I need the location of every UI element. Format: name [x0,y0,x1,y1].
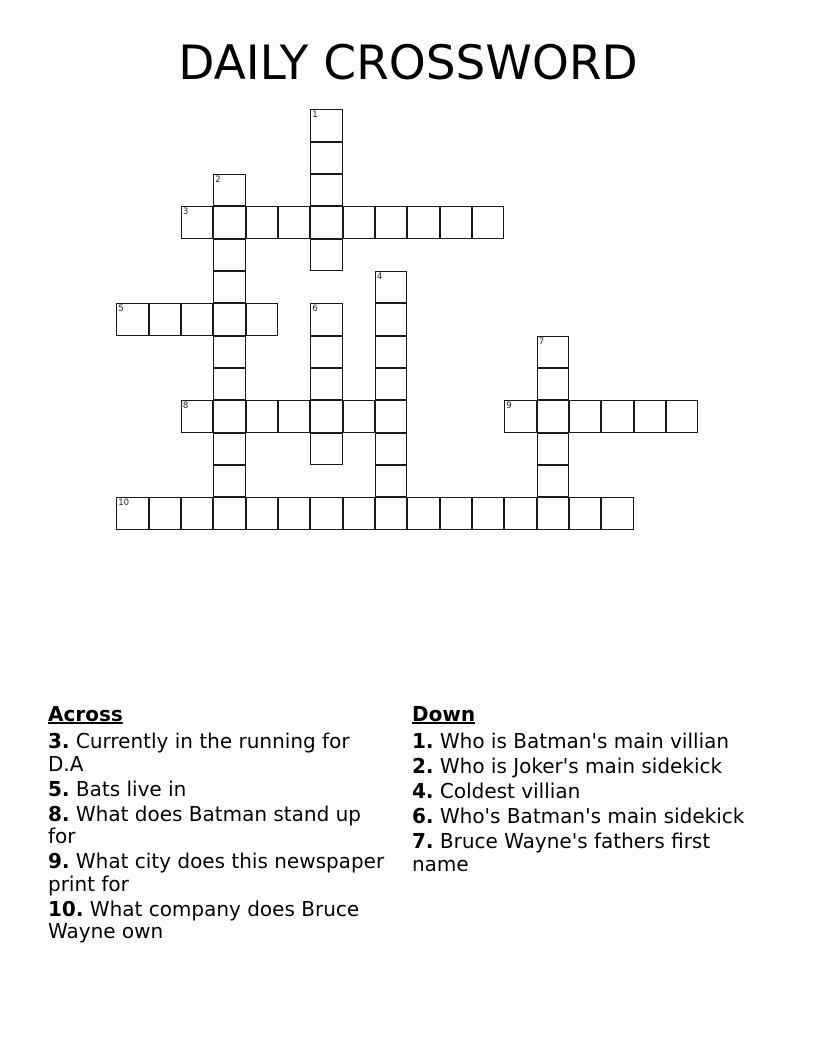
grid-cell[interactable] [440,206,472,238]
grid-cell[interactable] [213,433,245,465]
cell-number: 10 [118,498,130,509]
grid-cell[interactable] [310,497,342,529]
cell-number: 4 [377,271,383,282]
down-clues [412,702,752,878]
clue-down-7 [412,830,752,875]
grid-cell[interactable] [149,303,181,335]
grid-cell[interactable] [407,206,439,238]
clue-across-8 [48,803,388,848]
grid-cell[interactable] [213,497,245,529]
grid-cell[interactable] [375,271,407,303]
grid-cell[interactable] [310,174,342,206]
grid-cell[interactable] [666,400,698,432]
grid-cell[interactable] [569,497,601,529]
grid-cell[interactable] [213,239,245,271]
clue-across-10 [48,898,388,943]
grid-cell[interactable] [213,174,245,206]
clue-across-9 [48,850,388,895]
grid-cell[interactable] [537,497,569,529]
grid-cell[interactable] [181,303,213,335]
grid-cell[interactable] [472,206,504,238]
cell-number: 6 [312,304,318,315]
clue-number: 2. [412,754,434,778]
grid-cell[interactable] [246,497,278,529]
grid-cell[interactable] [246,206,278,238]
grid-cell[interactable] [375,400,407,432]
grid-cell[interactable] [601,497,633,529]
grid-cell[interactable] [504,497,536,529]
cell-number: 8 [182,401,189,412]
grid-cell[interactable] [343,206,375,238]
clue-number: 6. [412,804,434,828]
cell-number: 1 [312,110,318,121]
clue-text: Bats live in [69,776,187,801]
grid-cell[interactable] [213,206,245,238]
clue-text: Who's Batman's main sidekick [433,804,745,828]
clue-number: 7. [412,829,434,853]
grid-cell[interactable] [601,400,633,432]
grid-cell[interactable] [310,109,342,141]
grid-cell[interactable] [213,400,245,432]
grid-cell[interactable] [213,336,245,368]
clue-down-2 [412,755,752,778]
grid-cell[interactable] [310,206,342,238]
grid-cell[interactable] [213,303,245,335]
grid-cell[interactable] [407,497,439,529]
clue-number: 10. [48,896,84,921]
grid-cell[interactable] [278,400,310,432]
clue-number: 1. [412,729,434,753]
clue-across-3 [48,730,388,775]
grid-cell[interactable] [343,497,375,529]
across-clues [48,702,388,945]
clue-text: What does Batman stand up for [48,801,361,848]
grid-cell[interactable] [213,368,245,400]
clue-number: 9. [48,849,70,873]
cell-number: 3 [182,207,189,218]
page-title: DAILY CROSSWORD [178,36,638,91]
clue-number: 8. [48,801,70,826]
cell-number: 9 [506,401,512,412]
grid-cell[interactable] [537,336,569,368]
clue-text: Who is Joker's main sidekick [433,754,723,778]
clue-across-5 [48,778,388,801]
clue-text: What company does Bruce Wayne own [48,896,360,943]
grid-cell[interactable] [149,497,181,529]
grid-cell[interactable] [375,497,407,529]
grid-cell[interactable] [310,336,342,368]
across-heading: Across [48,702,123,726]
grid-cell[interactable] [634,400,666,432]
clue-down-4 [412,780,752,803]
grid-cell[interactable] [537,368,569,400]
grid-cell[interactable] [537,433,569,465]
grid-cell[interactable] [310,433,342,465]
grid-cell[interactable] [310,400,342,432]
grid-cell[interactable] [537,400,569,432]
grid-cell[interactable] [181,206,213,238]
grid-cell[interactable] [278,206,310,238]
grid-cell[interactable] [116,497,148,529]
grid-cell[interactable] [472,497,504,529]
cell-number: 7 [538,336,545,347]
grid-cell[interactable] [310,239,342,271]
grid-cell[interactable] [310,368,342,400]
grid-cell[interactable] [278,497,310,529]
grid-cell[interactable] [375,206,407,238]
clue-down-6 [412,805,752,828]
clue-text: What city does this newspaper print for [48,849,385,896]
grid-cell[interactable] [310,303,342,335]
grid-cell[interactable] [246,400,278,432]
clue-number: 4. [412,779,434,803]
grid-cell[interactable] [213,465,245,497]
cell-number: 5 [118,304,124,315]
clue-text: Bruce Wayne's fathers first name [412,829,711,876]
grid-cell[interactable] [375,433,407,465]
grid-cell[interactable] [213,271,245,303]
down-heading: Down [412,702,476,726]
grid-cell[interactable] [375,336,407,368]
grid-cell[interactable] [310,142,342,174]
grid-cell[interactable] [375,303,407,335]
clue-down-1 [412,730,752,753]
grid-cell[interactable] [569,400,601,432]
grid-cell[interactable] [343,400,375,432]
cell-number: 2 [215,174,221,185]
grid-cell[interactable] [440,497,472,529]
grid-cell[interactable] [246,303,278,335]
clue-number: 5. [48,776,70,801]
clue-number: 3. [48,729,70,753]
grid-cell[interactable] [181,400,213,432]
grid-cell[interactable] [375,368,407,400]
grid-cell[interactable] [537,465,569,497]
grid-cell[interactable] [116,303,148,335]
grid-cell[interactable] [181,497,213,529]
grid-cell[interactable] [375,465,407,497]
clue-text: Currently in the running for D.A [48,729,350,776]
grid-cell[interactable] [504,400,536,432]
clue-text: Coldest villian [433,779,581,803]
clue-text: Who is Batman's main villian [433,729,730,753]
